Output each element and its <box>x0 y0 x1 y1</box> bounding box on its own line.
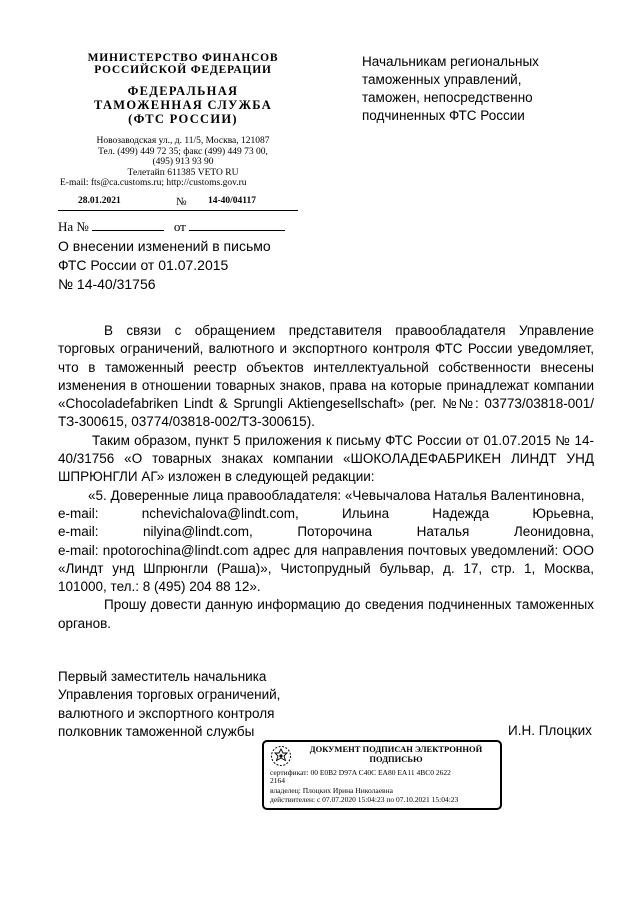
contacts-block <box>58 136 308 189</box>
patronymic: Леонидовна, <box>513 524 594 540</box>
addressee-line-4: подчиненных ФТС России <box>362 108 525 123</box>
ministry-line-1: МИНИСТЕРСТВО ФИНАНСОВ <box>87 52 279 64</box>
body-paragraph-2: Таким образом, пункт 5 приложения к письму ФТС России от 01.07.2015 № 14-40/31756 «О товарных знаках компании «ШОКОЛАДЕФАБРИКЕН ЛИНДТ УНД ШПРЮНГЛИ АГ» изложен в следующей редакции: <box>58 432 594 485</box>
email-label: e-mail: <box>58 524 99 540</box>
subject <box>58 237 318 294</box>
surname: Поторочина <box>297 524 373 540</box>
addressee <box>362 53 602 125</box>
service-name <box>58 84 308 126</box>
electronic-signature-stamp <box>262 740 502 810</box>
signer-position-line-3: валютного и экспортного контроля <box>58 705 275 721</box>
signer-position-line-1: Первый заместитель начальника <box>58 669 267 684</box>
addressee-line-1: Начальникам региональных <box>362 54 539 69</box>
phone-extra: (495) 913 93 90 <box>152 157 214 167</box>
reference-number-label: На № <box>58 219 89 234</box>
stamp-title <box>300 745 492 764</box>
email-label: e-mail: <box>58 505 99 521</box>
reference-date-blank <box>189 218 285 231</box>
registration-number-label: № <box>176 196 187 208</box>
body-paragraph-3-rest: e-mail: npotorochina@lindt.com адрес для направления почтовых уведомлений: ООО «Линдт унд Шпрюнгли (Раша)», Чистопрудный бульвар, д. 17, стр. 1, Москва, 101000, тел.: 8 (495) 204 88 12». <box>58 542 594 595</box>
registration-line <box>58 196 298 211</box>
signature-block <box>58 668 318 741</box>
signer-name: И.Н. Плоцких <box>508 723 592 738</box>
letter-body <box>58 322 594 633</box>
stamp-title-line-1: ДОКУМЕНТ ПОДПИСАН ЭЛЕКТРОННОЙ <box>309 744 483 754</box>
surname: Ильина <box>341 505 390 521</box>
stamp-title-line-2: ПОДПИСЬЮ <box>369 753 423 764</box>
subject-line-3: № 14-40/31756 <box>58 276 156 292</box>
stamp-owner: владелец: Плоцких Ирина Николаевна <box>270 786 393 795</box>
email-value: nchevichalova@lindt.com, <box>141 505 299 521</box>
email-web: E-mail: fts@ca.customs.ru; http://customs.gov.ru <box>60 178 247 188</box>
service-line-2: ТАМОЖЕННАЯ СЛУЖБА <box>93 98 273 112</box>
ministry-line-2: РОССИЙСКОЙ ФЕДЕРАЦИИ <box>94 64 272 76</box>
first-name: Надежда <box>432 505 490 521</box>
letterhead <box>58 52 308 189</box>
teletype: Телетайп 611385 VETO RU <box>127 167 239 178</box>
contact-row-ilyina <box>58 505 594 523</box>
reference-line <box>58 218 308 235</box>
body-paragraph-4: Прошу довести данную информацию до сведения подчиненных таможенных органов. <box>58 597 594 631</box>
registration-date: 28.01.2021 <box>78 196 121 206</box>
body-paragraph-3-start: «5. Доверенные лица правообладателя: «Чевычалова Наталья Валентиновна, <box>88 487 585 503</box>
patronymic: Юрьевна, <box>532 505 594 521</box>
service-line-3: (ФТС РОССИИ) <box>128 112 238 126</box>
phone-fax: Тел. (499) 449 72 35; факс (499) 449 73 00, <box>98 146 268 157</box>
ministry-name <box>58 52 308 76</box>
subject-line-1: О внесении изменений в письмо <box>58 238 271 254</box>
reference-number-blank <box>92 218 164 231</box>
signer-position-line-2: Управления торговых ограничений, <box>58 687 281 703</box>
reference-date-label: от <box>173 219 186 234</box>
contact-row-potorochina <box>58 523 594 541</box>
emblem-icon <box>270 745 292 767</box>
first-name: Наталья <box>416 524 470 540</box>
email-value: nilyina@lindt.com, <box>143 524 253 540</box>
stamp-certificate-cont: 2164 <box>270 776 285 785</box>
signer-rank: полковник таможенной службы <box>58 723 255 739</box>
registration-number: 14-40/04117 <box>208 196 257 206</box>
addressee-line-2: таможенных управлений, <box>362 72 522 87</box>
subject-line-2: ФТС России от 01.07.2015 <box>58 257 229 273</box>
stamp-validity: действителен: с 07.07.2020 15:04:23 по 07.10.2021 15:04:23 <box>270 795 459 804</box>
body-paragraph-1: В связи с обращением представителя правообладателя Управление торговых ограничений, валютного и экспортного контроля ФТС России уведомляет, что в таможенный реестр объектов интеллектуальной собственности внесены изменения в отношении товарных знаков, права на которые принадлежат компании «Chocoladefabriken Lindt & Sprungli Aktiengesellschaft» (рег. №№: 03773/03818-001/ТЗ-300615, 03774/03818-002/ТЗ-300615). <box>58 323 594 430</box>
service-line-1: ФЕДЕРАЛЬНАЯ <box>127 84 239 98</box>
stamp-certificate: сертификат: 00 E0B2 D97A C40C EA80 EA11 4BC0 2622 <box>270 768 451 777</box>
addressee-line-3: таможен, непосредственно <box>362 90 533 105</box>
address: Новозаводская ул., д. 11/5, Москва, 121087 <box>96 136 270 146</box>
